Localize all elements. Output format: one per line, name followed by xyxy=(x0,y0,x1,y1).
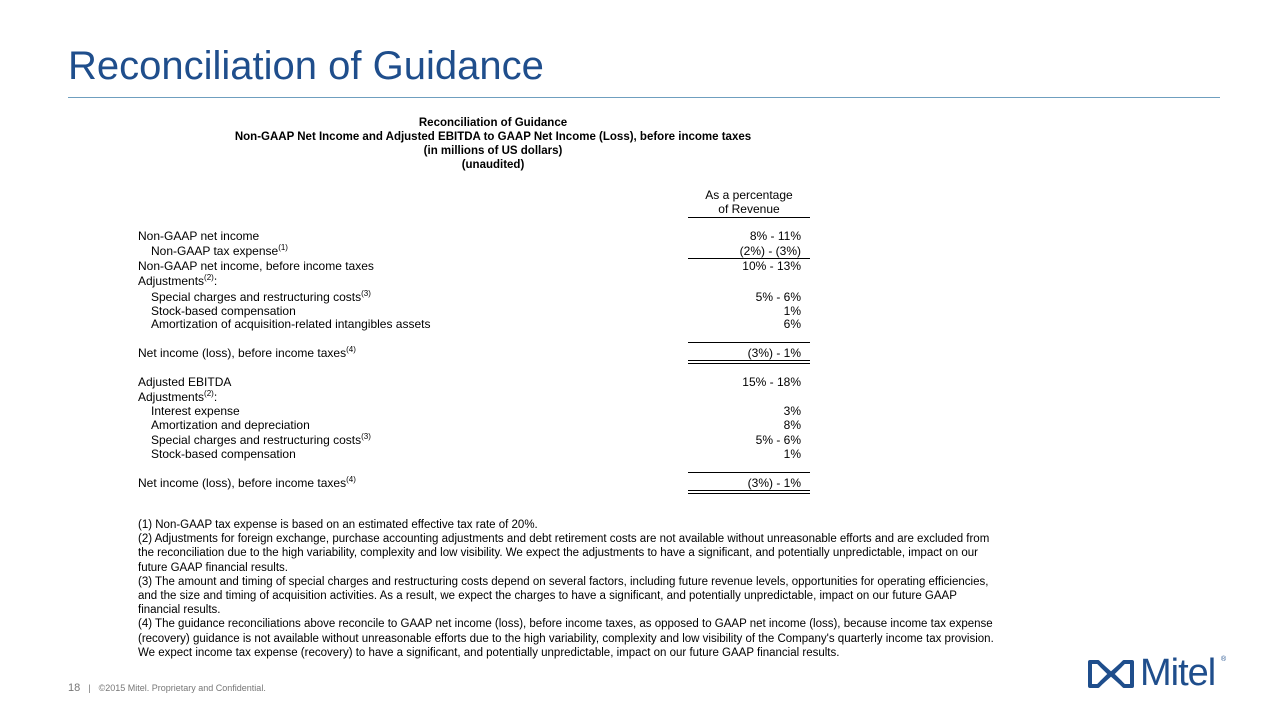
row-value: 5% - 6% xyxy=(755,290,801,304)
footnote-ref: (2) xyxy=(204,389,214,398)
table-row xyxy=(138,244,810,258)
footer-separator: | xyxy=(88,683,91,693)
row-label: Non-GAAP net income, before income taxes xyxy=(138,259,374,273)
row-value: 1% xyxy=(783,447,801,461)
row-label: Adjustments$^{(2)}$: xyxy=(138,273,218,288)
table-row xyxy=(138,259,810,273)
row-label: Adjusted EBITDA xyxy=(138,375,232,389)
row-value: (3%) - 1% xyxy=(747,346,801,360)
table-row xyxy=(138,317,810,331)
page-number: 18 xyxy=(68,682,81,694)
footnote-ref: (2) xyxy=(204,273,214,282)
footnote-ref: (4) xyxy=(346,345,356,354)
footnote-2: (2) Adjustments for foreign exchange, purchase accounting adjustments and debt retirement costs are not available without unreasonable efforts and are excluded from the reconciliation due to the high variability, complexity and low visibility. We expect the adjustments to have a significant, and potentially unpredictable, impact on our future GAAP financial results. xyxy=(138,533,990,574)
column-header-line-1: As a percentage xyxy=(705,188,793,202)
table-row xyxy=(138,418,810,432)
row-label: Non-GAAP tax expense$^{(1)}$ xyxy=(151,243,288,258)
table-title: Reconciliation of Guidance xyxy=(418,117,568,129)
total-rule-top xyxy=(688,472,810,473)
registered-mark: ® xyxy=(1221,656,1227,663)
footnote-ref: (1) xyxy=(278,243,288,252)
copyright-text: ©2015 Mitel. Proprietary and Confidential. xyxy=(98,683,266,693)
footnote-1: (1) Non-GAAP tax expense is based on an estimated effective tax rate of 20%. xyxy=(138,519,538,531)
row-value: (3%) - 1% xyxy=(747,476,801,490)
row-value: 6% xyxy=(783,317,801,331)
page-title: Reconciliation of Guidance xyxy=(68,44,544,88)
table-row xyxy=(138,433,810,447)
table-row xyxy=(138,390,810,404)
table-row xyxy=(138,375,810,389)
row-label: Stock-based compensation xyxy=(151,447,296,461)
row-value: 8% xyxy=(783,418,801,432)
table-row xyxy=(138,404,810,418)
row-value: (2%) - (3%) xyxy=(739,244,801,258)
title-divider xyxy=(68,97,1220,98)
row-value: 5% - 6% xyxy=(755,433,801,447)
row-value: 15% - 18% xyxy=(742,375,801,389)
row-value: 8% - 11% xyxy=(749,229,801,243)
table-units: (in millions of US dollars) xyxy=(423,145,563,157)
table-row xyxy=(138,229,810,243)
table-row xyxy=(138,304,810,318)
table-row xyxy=(138,447,810,461)
page-footer xyxy=(68,682,266,694)
table-row xyxy=(138,476,810,490)
footnote-3: (3) The amount and timing of special charges and restructuring costs depend on several factors, including future revenue levels, opportunities for operating efficiencies, and the size and timing of acquisition activities. As a result, we expect the charges to have a significant, and potentially unpredictable, impact on our future GAAP financial results. xyxy=(138,575,989,617)
footnote-4: (4) The guidance reconciliations above reconcile to GAAP net income (loss), before income taxes, as opposed to GAAP net income (loss), because income tax expense (recovery) guidance is not available without unreasonable efforts due to the high variability, complexity and low visibility of the Company's quarterly income tax provision. We expect income tax expense (recovery) to have a significant, and potentially unpredictable, impact on our future GAAP financial results. xyxy=(138,618,994,659)
row-value: 3% xyxy=(783,404,801,418)
row-label: Amortization of acquisition-related intangibles assets xyxy=(151,317,431,331)
row-label: Interest expense xyxy=(151,404,240,418)
row-label: Net income (loss), before income taxes$^{(4)}$ xyxy=(138,475,356,490)
table-row xyxy=(138,274,810,288)
row-label: Non-GAAP net income xyxy=(138,229,260,243)
footnote-ref: (4) xyxy=(346,475,356,484)
column-header xyxy=(688,188,810,218)
total-rule-top xyxy=(688,342,810,343)
table-row xyxy=(138,346,810,360)
table-row xyxy=(138,290,810,304)
footnotes xyxy=(138,518,998,660)
row-label: Amortization and depreciation xyxy=(151,418,310,432)
row-label: Stock-based compensation xyxy=(151,304,296,318)
row-label: Special charges and restructuring costs$^{(3)}$ xyxy=(151,432,371,447)
row-label: Special charges and restructuring costs$^{(3)}$ xyxy=(151,289,371,304)
brand-wordmark: Mitel xyxy=(1140,652,1216,694)
row-label: Adjustments$^{(2)}$: xyxy=(138,389,218,404)
row-value: 1% xyxy=(783,304,801,318)
footnote-ref: (3) xyxy=(361,289,371,298)
total-double-rule xyxy=(688,490,810,494)
footnote-ref: (3) xyxy=(361,432,371,441)
total-double-rule xyxy=(688,360,810,364)
row-label: Net income (loss), before income taxes$^{(4)}$ xyxy=(138,345,356,360)
table-heading xyxy=(138,116,848,172)
column-header-line-2: of Revenue xyxy=(718,202,780,216)
table-subtitle: Non-GAAP Net Income and Adjusted EBITDA to GAAP Net Income (Loss), before income taxes xyxy=(234,131,752,143)
row-value: 10% - 13% xyxy=(742,259,801,273)
table-audit-note: (unaudited) xyxy=(461,159,525,171)
